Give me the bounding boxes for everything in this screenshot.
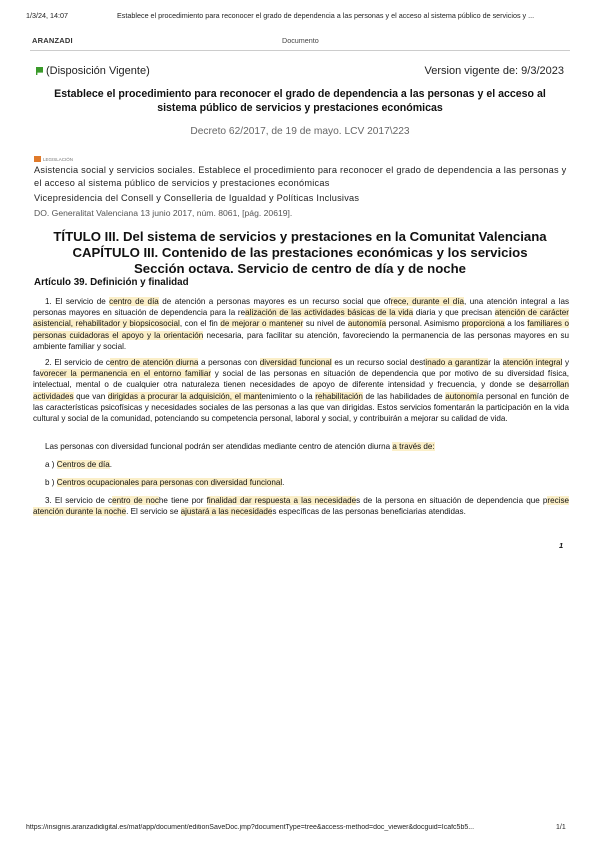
text-segment: enimiento o la (261, 391, 316, 401)
print-page-count: 1/1 (556, 824, 566, 831)
text-segment: de atención a personas mayores es un recurso social que of (158, 297, 391, 306)
text-segment: s de la persona en situación de dependencia que p (356, 496, 548, 505)
legislation-logo (34, 156, 73, 162)
text-segment: . (282, 478, 285, 487)
issuer-text: Vicepresidencia del Consell y Conselleria de Igualdad y Políticas Inclusivas (34, 193, 360, 203)
highlighted-text: inado a garantiza (425, 358, 489, 367)
doc-label: Documento (282, 36, 319, 45)
text-segment: b ) (45, 478, 57, 487)
highlighted-text: entro de noc (112, 496, 159, 505)
print-datetime: 1/3/24, 14:07 (26, 11, 68, 20)
brand-logo: ARANZADI (32, 36, 73, 45)
text-segment: . (109, 460, 113, 469)
text-segment: . El servicio se (126, 507, 181, 517)
highlighted-text: familiares o personas cuidadoras el apoyo y la orientación (33, 319, 569, 340)
capitulo-heading: CAPÍTULO III. Contenido de las prestaciones económicas y los servicios (72, 245, 528, 260)
summary-text: Asistencia social y servicios sociales. Establece el procedimiento para reconocer el grado de dependencia a las personas y el acceso al sistema público de servicios y prestaciones económicas (34, 165, 567, 188)
highlighted-text: Centros de día (56, 460, 110, 469)
text-segment: diaria y que precisan (413, 308, 495, 318)
paragraph-3 (33, 441, 569, 452)
disposition-label: (Disposición Vigente) (46, 65, 150, 77)
version-date: Version vigente de: 9/3/2023 (424, 65, 564, 77)
text-segment: r la (488, 358, 503, 367)
article-heading: Artículo 39. Definición y finalidad (34, 277, 189, 288)
highlighted-text: de mejorar o mantener (220, 319, 304, 329)
highlighted-text: Centros ocupacionales para personas con diversidad funcional (56, 478, 283, 487)
text-segment: ía personal en función de las características psicofísicas y necesidades sociales de las personas a las que van dirigidas. Estos servicios fomentarán la participación en la vida cultural y social de la comunidad, potenciando su competencia personal, laboral y social, y contribuirán a mejorar su calidad de vida. (33, 391, 569, 424)
text-segment: , con el fin (179, 319, 221, 329)
highlighted-text: vorecer la permanencia en el entorno familiar (39, 369, 212, 379)
text-segment: y fa (33, 358, 570, 379)
page-number: 1 (559, 541, 564, 550)
legislation-icon (34, 156, 41, 162)
highlighted-text: centro de día (109, 297, 159, 306)
text-segment: Las personas con diversidad funcional podrán ser atendidas mediante centro de atención diurna (45, 442, 393, 451)
text-segment: de las habilidades de (362, 391, 446, 401)
text-segment: , una atención integral a las personas mayores en situación de dependencia para la re (33, 297, 569, 318)
text-segment: 1. El servicio de (45, 297, 110, 306)
text-segment: necesaria, para facilitar su atención, favoreciendo la permanencia de las personas mayores en su ambiente familiar y social. (33, 330, 569, 351)
highlighted-text: dirigidas a procurar la adquisición, el mant (107, 391, 262, 401)
highlighted-text: rehabilitación (315, 391, 363, 401)
section-headings (33, 229, 567, 277)
highlighted-text: autonomía (347, 319, 387, 329)
paragraph-2 (33, 357, 569, 424)
highlighted-text: autonom (445, 391, 477, 401)
text-segment: 2. El servicio de c (45, 358, 110, 367)
text-segment: 3. El servicio de c (45, 496, 113, 505)
text-segment: es un recurso social dest (331, 358, 426, 367)
legislation-logo-text: LEGISLACIÓN (43, 156, 74, 162)
highlighted-text: sarrollan actividades (33, 380, 569, 401)
text-segment: personal. Asimismo (386, 319, 462, 329)
document-title: Establece el procedimiento para reconocer el grado de dependencia a las personas y el acceso al sistema público de servicios y prestaciones económicas (54, 88, 546, 114)
text-segment: su nivel de (303, 319, 348, 329)
highlighted-text: ajustará a las necesidade (180, 507, 273, 517)
seccion-heading: Sección octava. Servicio de centro de día y de noche (133, 261, 466, 276)
text-segment: a ) (45, 460, 57, 469)
decree-reference: Decreto 62/2017, de 19 de mayo. LCV 2017\223 (190, 126, 410, 137)
text-segment: que van (73, 391, 108, 401)
text-segment: a los (504, 319, 528, 329)
text-segment: a personas con (198, 358, 260, 367)
highlighted-text: proporciona (461, 319, 505, 329)
print-page-title: Establece el procedimiento para reconocer el grado de dependencia a las personas y el acceso al sistema público de servicios y ... (117, 11, 535, 20)
text-segment: he tiene por (158, 496, 207, 505)
text-segment: s específicas de las personas beneficiarias atendidas. (272, 507, 466, 517)
highlighted-text: rece, durante el día (390, 297, 465, 306)
paragraph-4 (33, 495, 569, 517)
highlighted-text: atención de carácter asistencial, rehabilitador y biopsicosocial (33, 308, 569, 329)
publication-reference: DO. Generalitat Valenciana 13 junio 2017, núm. 8061, [pág. 20619]. (34, 208, 293, 218)
list-item-b (45, 478, 284, 487)
print-url: https://insignis.aranzadidigital.es/maf/app/document/editionSaveDoc.jmp?documentType=tree&access-method=doc_viewer&docguid=Icafc5b5... (26, 824, 475, 831)
header-divider (30, 50, 570, 51)
paragraph-1 (33, 296, 569, 352)
highlighted-text: finalidad dar respuesta a las necesidade (206, 496, 357, 505)
highlighted-text: a través de: (392, 442, 435, 451)
highlighted-text: entro de atención diurna (109, 358, 199, 367)
highlighted-text: atención integral (502, 358, 563, 367)
list-item-a (45, 460, 112, 469)
highlighted-text: recise atención durante la noche (33, 496, 570, 517)
flag-icon (36, 67, 43, 75)
text-segment: y social de las personas en situación de dependencia que por motivo de su diversidad física, intelectual, mental o de cualquier otra naturaleza tienen necesidades de apoyo de diferente intensidad y frecuencia, y donde se de (33, 369, 569, 390)
disposition-status (36, 65, 150, 77)
highlighted-text: diversidad funcional (259, 358, 332, 367)
highlighted-text: alización de las actividades básicas de la vida (245, 308, 414, 318)
titulo-heading: TÍTULO III. Del sistema de servicios y prestaciones en la Comunitat Valenciana (53, 229, 547, 244)
